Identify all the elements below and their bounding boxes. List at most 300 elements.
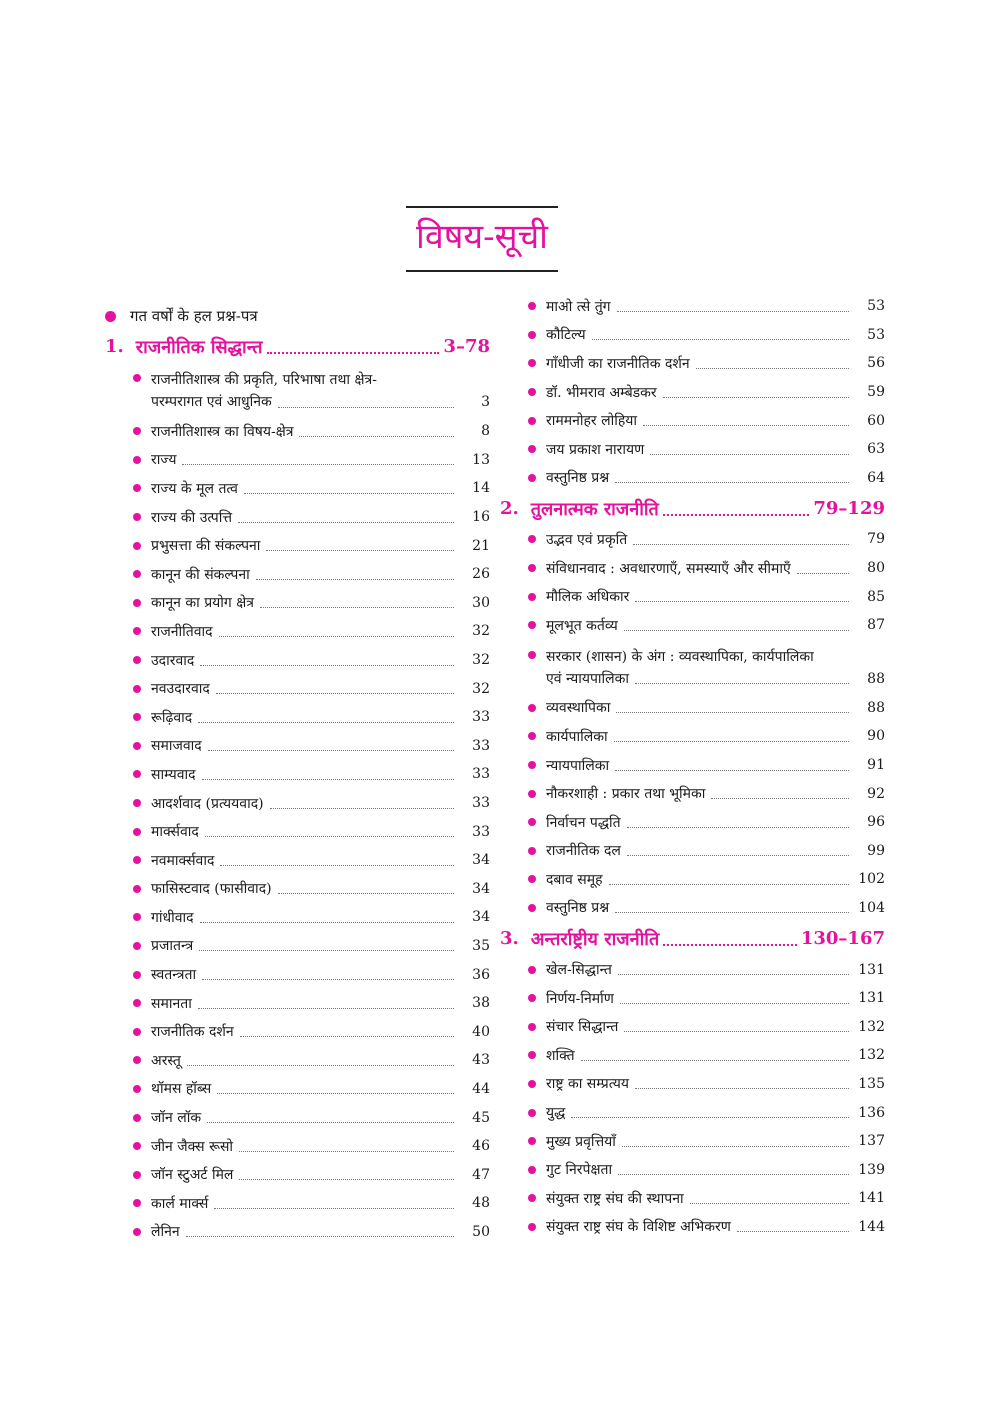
leader-dots xyxy=(186,1236,454,1237)
leader-dots xyxy=(663,514,810,516)
entry-text: व्यवस्थापिका xyxy=(546,700,611,717)
leader-dots xyxy=(278,407,454,408)
section-pages: 130–167 xyxy=(800,928,885,950)
leader-dots xyxy=(278,893,454,894)
bullet-icon xyxy=(528,1080,536,1088)
toc-entry[interactable] xyxy=(105,817,490,846)
toc-entry[interactable] xyxy=(105,503,490,532)
entry-body xyxy=(151,369,490,413)
toc-entry[interactable] xyxy=(105,589,490,618)
toc-entry[interactable] xyxy=(500,1041,885,1070)
entry-text-line1: सरकार (शासन) के अंग : व्यवस्थापिका, कार्यपालिका xyxy=(546,648,814,665)
toc-entry[interactable] xyxy=(500,349,885,378)
leader-dots xyxy=(217,1093,454,1094)
leader-dots xyxy=(270,808,454,809)
bullet-icon xyxy=(528,302,536,310)
entry-text: फासिस्टवाद (फासीवाद) xyxy=(151,881,272,898)
entry-text: गाँधीजी का राजनीतिक दर्शन xyxy=(546,355,690,372)
toc-entry[interactable] xyxy=(105,560,490,589)
toc-entry[interactable] xyxy=(105,646,490,675)
toc-entry[interactable] xyxy=(500,1213,885,1242)
entry-text: दबाव समूह xyxy=(546,871,603,888)
bullet-icon xyxy=(133,1228,141,1236)
section-title: तुलनात्मक राजनीति xyxy=(530,498,659,520)
toc-entry[interactable] xyxy=(105,474,490,503)
leader-dots xyxy=(622,1146,849,1147)
toc-entry[interactable] xyxy=(105,903,490,932)
entry-text: गुट निरपेक्षता xyxy=(546,1162,613,1179)
section-pages: 79–129 xyxy=(813,498,885,520)
entry-text: जीन जैक्स रूसो xyxy=(151,1138,234,1155)
entry-text: संविधानवाद : अवधारणाएँ, समस्याएँ और सीमाएँ xyxy=(546,560,791,577)
toc-entry[interactable] xyxy=(500,406,885,435)
entry-page: 33 xyxy=(472,823,490,840)
section-number: 1. xyxy=(105,336,124,357)
entry-text: समाजवाद xyxy=(151,738,202,755)
leader-dots xyxy=(627,855,849,856)
leader-dots xyxy=(618,1174,849,1175)
bullet-icon xyxy=(133,374,141,382)
bullet-icon xyxy=(133,799,141,807)
toc-entry[interactable] xyxy=(500,1070,885,1099)
entry-text: मूलभूत कर्तव्य xyxy=(546,617,618,634)
entry-text: मुख्य प्रवृत्तियाँ xyxy=(546,1133,616,1150)
leader-dots xyxy=(614,741,849,742)
leader-dots xyxy=(635,1088,849,1089)
entry-text: जय प्रकाश नारायण xyxy=(546,441,645,458)
toc-entry[interactable] xyxy=(500,640,885,694)
toc-entry[interactable] xyxy=(105,789,490,818)
entry-page: 33 xyxy=(472,766,490,783)
entry-page: 33 xyxy=(472,795,490,812)
toc-entry[interactable] xyxy=(500,779,885,808)
entry-page: 96 xyxy=(867,814,885,831)
entry-page: 92 xyxy=(867,785,885,802)
toc-entry[interactable] xyxy=(105,732,490,761)
leader-dots xyxy=(624,630,849,631)
toc-entry[interactable] xyxy=(105,932,490,961)
bullet-icon xyxy=(528,1166,536,1174)
entry-page: 16 xyxy=(472,509,490,526)
toc-entry[interactable] xyxy=(500,955,885,984)
bullet-icon xyxy=(133,999,141,1007)
bullet-icon xyxy=(528,1023,536,1031)
leader-dots xyxy=(238,522,454,523)
leader-dots xyxy=(624,1031,849,1032)
leader-dots xyxy=(207,1122,454,1123)
entry-text: प्रजातन्त्र xyxy=(151,938,194,955)
toc-entry[interactable] xyxy=(105,1017,490,1046)
entry-page: 64 xyxy=(867,469,885,486)
bullet-icon xyxy=(528,651,536,659)
leader-dots xyxy=(615,770,849,771)
toc-entry[interactable] xyxy=(105,989,490,1018)
bullet-icon xyxy=(105,311,116,322)
entry-text-line2: परम्परागत एवं आधुनिक xyxy=(151,394,272,410)
lead-entry[interactable] xyxy=(105,302,490,330)
leader-dots xyxy=(592,339,849,340)
leader-dots xyxy=(220,865,454,866)
lead-text: गत वर्षों के हल प्रश्न-पत्र xyxy=(130,307,258,325)
entry-page: 32 xyxy=(472,680,490,697)
entry-page: 44 xyxy=(472,1080,490,1097)
entry-page: 79 xyxy=(867,531,885,548)
leader-dots xyxy=(244,493,454,494)
entry-text: शक्ति xyxy=(546,1047,575,1064)
entry-page: 50 xyxy=(472,1223,490,1240)
bullet-icon xyxy=(528,535,536,543)
leader-dots xyxy=(635,683,849,684)
bullet-icon xyxy=(528,904,536,912)
bullet-icon xyxy=(528,621,536,629)
bullet-icon xyxy=(133,1114,141,1122)
bullet-icon xyxy=(528,474,536,482)
entry-page: 135 xyxy=(858,1075,885,1092)
toc-entry[interactable] xyxy=(105,1189,490,1218)
bullet-icon xyxy=(528,445,536,453)
bullet-icon xyxy=(528,732,536,740)
leader-dots xyxy=(208,750,454,751)
toc-entry[interactable] xyxy=(105,1103,490,1132)
entry-text-line2: एवं न्यायपालिका xyxy=(546,670,630,687)
bullet-icon xyxy=(528,1051,536,1059)
entry-text: राममनोहर लोहिया xyxy=(546,413,638,430)
entry-page: 139 xyxy=(858,1161,885,1178)
bullet-icon xyxy=(528,417,536,425)
bullet-icon xyxy=(528,331,536,339)
entry-text: राज्य की उत्पत्ति xyxy=(151,509,233,526)
entry-page: 104 xyxy=(858,899,885,916)
entry-page: 13 xyxy=(472,451,490,468)
bullet-icon xyxy=(133,942,141,950)
entry-text: थॉमस हॉब्स xyxy=(151,1081,212,1098)
leader-dots xyxy=(615,482,849,483)
toc-entry[interactable] xyxy=(105,1132,490,1161)
toc-entry[interactable] xyxy=(500,808,885,837)
toc-entry[interactable] xyxy=(105,960,490,989)
entry-text: राष्ट्र का सम्प्रत्यय xyxy=(546,1076,630,1093)
bullet-icon xyxy=(528,790,536,798)
entry-page: 35 xyxy=(472,937,490,954)
entry-text: प्रभुसत्ता की संकल्पना xyxy=(151,538,261,555)
entry-text: आदर्शवाद (प्रत्ययवाद) xyxy=(151,795,264,812)
leader-dots xyxy=(299,436,454,437)
bullet-icon xyxy=(528,704,536,712)
bullet-icon xyxy=(133,513,141,521)
entry-page: 8 xyxy=(481,423,490,440)
leader-dots xyxy=(266,550,454,551)
bullet-icon xyxy=(528,593,536,601)
bullet-icon xyxy=(528,1194,536,1202)
bullet-icon xyxy=(528,388,536,396)
bullet-icon xyxy=(133,770,141,778)
bullet-icon xyxy=(133,1085,141,1093)
entry-text: राजनीतिक दर्शन xyxy=(151,1024,234,1041)
bullet-icon xyxy=(133,627,141,635)
toc-entry[interactable] xyxy=(500,1184,885,1213)
leader-dots xyxy=(216,693,454,694)
entry-page: 137 xyxy=(858,1133,885,1150)
entry-page: 56 xyxy=(867,355,885,372)
entry-page: 14 xyxy=(472,480,490,497)
section-number: 3. xyxy=(500,928,519,950)
toc-list xyxy=(500,292,885,492)
leader-dots xyxy=(187,1065,454,1066)
bullet-icon xyxy=(133,1028,141,1036)
toc-entry[interactable] xyxy=(105,760,490,789)
left-column xyxy=(105,302,490,1246)
entry-text-line1: राजनीतिशास्त्र की प्रकृति, परिभाषा तथा क्षेत्र- xyxy=(151,372,378,388)
entry-page: 99 xyxy=(867,842,885,859)
toc-entry[interactable] xyxy=(500,1127,885,1156)
toc-list xyxy=(500,955,885,1241)
entry-page: 48 xyxy=(472,1195,490,1212)
entry-text: कार्यपालिका xyxy=(546,728,608,745)
entry-page: 34 xyxy=(472,880,490,897)
leader-dots xyxy=(609,884,849,885)
toc-entry[interactable] xyxy=(105,1160,490,1189)
leader-dots xyxy=(571,1117,849,1118)
leader-dots xyxy=(205,836,454,837)
entry-text: जॉन लॉक xyxy=(151,1110,202,1127)
entry-page: 33 xyxy=(472,737,490,754)
leader-dots xyxy=(615,912,849,913)
entry-text: मौलिक अधिकार xyxy=(546,589,630,606)
section-number: 2. xyxy=(500,498,519,520)
toc-entry[interactable] xyxy=(105,531,490,560)
toc-entry[interactable] xyxy=(500,525,885,554)
toc-entry[interactable] xyxy=(500,292,885,321)
leader-dots xyxy=(214,1208,454,1209)
entry-page: 34 xyxy=(472,852,490,869)
toc-entry[interactable] xyxy=(500,611,885,640)
bullet-icon xyxy=(528,1137,536,1145)
leader-dots xyxy=(239,1179,454,1180)
entry-text: उदारवाद xyxy=(151,652,195,669)
entry-page: 91 xyxy=(867,757,885,774)
toc-entry[interactable] xyxy=(500,464,885,493)
page-title: विषय-सूची xyxy=(416,217,548,257)
entry-text: वस्तुनिष्ठ प्रश्न xyxy=(546,470,610,487)
toc-entry[interactable] xyxy=(500,1098,885,1127)
section-heading-2[interactable] xyxy=(500,492,885,525)
leader-dots xyxy=(199,950,454,951)
toc-entry[interactable] xyxy=(500,435,885,464)
leader-dots xyxy=(663,397,849,398)
entry-page: 36 xyxy=(472,966,490,983)
bullet-icon xyxy=(528,966,536,974)
bullet-icon xyxy=(133,713,141,721)
toc-entry[interactable] xyxy=(500,722,885,751)
leader-dots xyxy=(643,425,849,426)
entry-line2 xyxy=(151,391,490,413)
leader-dots xyxy=(182,464,454,465)
bullet-icon xyxy=(133,456,141,464)
entry-text: कार्ल मार्क्स xyxy=(151,1195,209,1212)
entry-text: संचार सिद्धान्त xyxy=(546,1019,619,1036)
toc-entry[interactable] xyxy=(500,984,885,1013)
entry-page: 3 xyxy=(481,394,490,410)
entry-page: 32 xyxy=(472,652,490,669)
entry-text: माओ त्से तुंग xyxy=(546,298,611,315)
toc-entry[interactable] xyxy=(105,846,490,875)
entry-page: 32 xyxy=(472,623,490,640)
bullet-icon xyxy=(528,818,536,826)
toc-entry[interactable] xyxy=(105,617,490,646)
entry-page: 102 xyxy=(858,871,885,888)
entry-page: 33 xyxy=(472,709,490,726)
entry-page: 60 xyxy=(867,412,885,429)
entry-text: संयुक्त राष्ट्र संघ के विशिष्ट अभिकरण xyxy=(546,1219,731,1236)
bullet-icon xyxy=(133,1056,141,1064)
toc-list xyxy=(500,525,885,922)
entry-page: 45 xyxy=(472,1109,490,1126)
entry-text: जॉन स्टुअर्ट मिल xyxy=(151,1167,234,1184)
leader-dots xyxy=(202,779,454,780)
bullet-icon xyxy=(528,359,536,367)
bullet-icon xyxy=(528,875,536,883)
bullet-icon xyxy=(528,1223,536,1231)
leader-dots xyxy=(219,636,454,637)
entry-text: साम्यवाद xyxy=(151,766,196,783)
entry-text: नवउदारवाद xyxy=(151,681,210,698)
entry-text: कौटिल्य xyxy=(546,327,586,344)
toc-entry[interactable] xyxy=(500,554,885,583)
entry-text: उद्भव एवं प्रकृति xyxy=(546,531,628,548)
leader-dots xyxy=(200,665,454,666)
entry-text: वस्तुनिष्ठ प्रश्न xyxy=(546,900,610,917)
section-heading-3[interactable] xyxy=(500,922,885,955)
section-title: अन्तर्राष्ट्रीय राजनीति xyxy=(530,928,660,950)
toc-entry[interactable] xyxy=(500,378,885,407)
entry-page: 21 xyxy=(472,537,490,554)
entry-page: 30 xyxy=(472,594,490,611)
leader-dots xyxy=(240,1036,454,1037)
entry-line2 xyxy=(546,668,885,690)
entry-text: स्वतन्त्रता xyxy=(151,967,197,984)
toc-entry[interactable] xyxy=(105,875,490,904)
entry-page: 141 xyxy=(858,1190,885,1207)
entry-text: डॉ. भीमराव अम्बेडकर xyxy=(546,384,657,401)
entry-text: निर्णय-निर्माण xyxy=(546,990,614,1007)
entry-text: राजनीतिक दल xyxy=(546,843,621,860)
entry-text: राजनीतिवाद xyxy=(151,623,213,640)
leader-dots xyxy=(797,573,849,574)
toc-entry[interactable] xyxy=(500,894,885,923)
bullet-icon xyxy=(133,742,141,750)
entry-text: कानून की संकल्पना xyxy=(151,566,250,583)
toc-list xyxy=(105,363,490,1246)
leader-dots xyxy=(267,352,440,354)
leader-dots xyxy=(696,368,849,369)
bullet-icon xyxy=(528,994,536,1002)
toc-entry[interactable] xyxy=(500,321,885,350)
toc-entry[interactable] xyxy=(105,674,490,703)
bullet-icon xyxy=(133,484,141,492)
toc-entry[interactable] xyxy=(105,1046,490,1075)
leader-dots xyxy=(198,722,454,723)
toc-entry[interactable] xyxy=(105,417,490,446)
entry-page: 87 xyxy=(867,617,885,634)
leader-dots xyxy=(260,607,454,608)
entry-text: नौकरशाही : प्रकार तथा भूमिका xyxy=(546,786,706,803)
toc-entry[interactable] xyxy=(105,1218,490,1247)
bullet-icon xyxy=(133,1142,141,1150)
entry-page: 88 xyxy=(867,670,885,687)
entry-page: 136 xyxy=(858,1104,885,1121)
entry-text: राज्य के मूल तत्व xyxy=(151,480,238,497)
toc-entry[interactable] xyxy=(500,751,885,780)
toc-entry[interactable] xyxy=(500,1155,885,1184)
bullet-icon xyxy=(528,761,536,769)
entry-page: 34 xyxy=(472,909,490,926)
section-heading-1[interactable] xyxy=(105,330,490,363)
entry-body xyxy=(546,646,885,690)
entry-page: 59 xyxy=(867,384,885,401)
entry-page: 80 xyxy=(867,560,885,577)
bullet-icon xyxy=(133,685,141,693)
entry-text: युद्ध xyxy=(546,1105,566,1122)
toc-entry[interactable] xyxy=(500,582,885,611)
bullet-icon xyxy=(133,427,141,435)
toc-entry[interactable] xyxy=(500,694,885,723)
leader-dots xyxy=(200,922,454,923)
toc-entry[interactable] xyxy=(500,837,885,866)
toc-entry[interactable] xyxy=(105,703,490,732)
entry-page: 40 xyxy=(472,1023,490,1040)
entry-page: 43 xyxy=(472,1052,490,1069)
bullet-icon xyxy=(133,828,141,836)
toc-entry[interactable] xyxy=(105,363,490,417)
toc-entry[interactable] xyxy=(105,446,490,475)
entry-page: 63 xyxy=(867,441,885,458)
leader-dots xyxy=(663,944,797,946)
leader-dots xyxy=(711,798,849,799)
bullet-icon xyxy=(528,1109,536,1117)
toc-entry[interactable] xyxy=(105,1075,490,1104)
bullet-icon xyxy=(133,570,141,578)
entry-text: समानता xyxy=(151,995,192,1012)
entry-page: 90 xyxy=(867,728,885,745)
leader-dots xyxy=(633,544,849,545)
entry-page: 144 xyxy=(858,1218,885,1235)
toc-entry[interactable] xyxy=(500,865,885,894)
bullet-icon xyxy=(133,656,141,664)
entry-text: राजनीतिशास्त्र का विषय-क्षेत्र xyxy=(151,423,294,440)
leader-dots xyxy=(256,579,454,580)
leader-dots xyxy=(690,1203,849,1204)
bullet-icon xyxy=(133,885,141,893)
entry-page: 131 xyxy=(858,990,885,1007)
bullet-icon xyxy=(133,856,141,864)
bullet-icon xyxy=(528,564,536,572)
entry-text: मार्क्सवाद xyxy=(151,824,199,841)
leader-dots xyxy=(627,827,849,828)
entry-text: संयुक्त राष्ट्र संघ की स्थापना xyxy=(546,1190,684,1207)
section-pages: 3–78 xyxy=(443,336,490,357)
bullet-icon xyxy=(133,913,141,921)
leader-dots xyxy=(737,1231,849,1232)
toc-entry[interactable] xyxy=(500,1012,885,1041)
entry-text: न्यायपालिका xyxy=(546,757,610,774)
entry-page: 53 xyxy=(867,298,885,315)
entry-text: राज्य xyxy=(151,452,177,469)
entry-page: 132 xyxy=(858,1018,885,1035)
entry-text: खेल-सिद्धान्त xyxy=(546,962,612,979)
entry-text: रूढ़िवाद xyxy=(151,709,193,726)
leader-dots xyxy=(616,712,849,713)
entry-text: गांधीवाद xyxy=(151,909,194,926)
